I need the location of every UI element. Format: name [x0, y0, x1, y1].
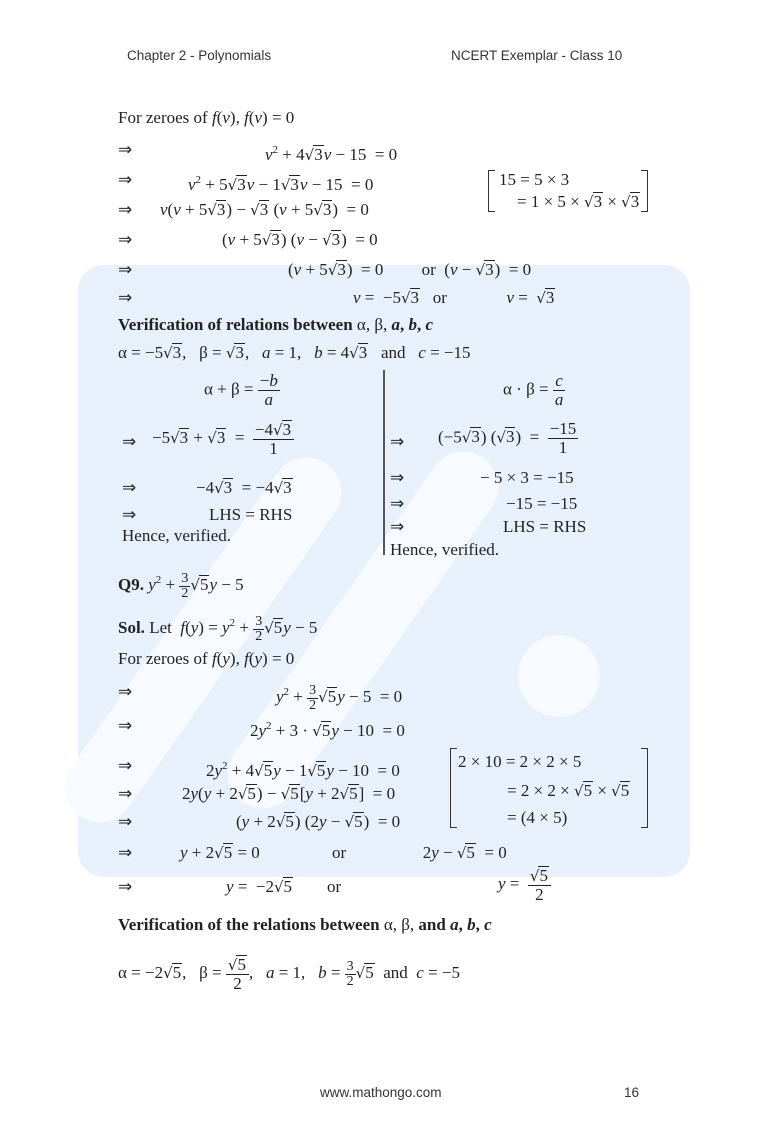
step-y-1: $y^2$ + $\frac{3}{2}$ √5y − 5 = 0 [276, 682, 403, 713]
implies-icon: ⇒ [118, 877, 133, 897]
step-y-7-root2: y = $\frac{√5}{2}$ [498, 866, 551, 904]
implies-icon: ⇒ [118, 812, 133, 832]
implies-icon: ⇒ [118, 230, 133, 250]
values-line-2: α = −2√5, β = $\frac{√5}{2}$ , a = 1, b = $\frac{3}{2}$ √5 and c = −5 [118, 955, 460, 993]
side-note-10-line-1: 2 × 10 = 2 × 2 × 5 [458, 752, 582, 771]
sum-verified: Hence, verified. [122, 526, 232, 545]
product-step-2: − 5 × 3 = −15 [480, 468, 574, 487]
step-y-2: $2y^2 + 3 \cdot √5y - 10 = 0$ [250, 720, 405, 740]
watermark-dot [518, 635, 600, 717]
footer-website: www.mathongo.com [320, 1085, 442, 1100]
side-note-15-line-2: = 1 × 5 × √3 × √3 [517, 192, 640, 211]
step-y-3: $2y^2 + 4√5y - 1√5y - 10 = 0$ [206, 760, 400, 780]
step-y-7: y = −2√5 or [226, 877, 342, 896]
zeroes-intro-v: For zeroes of f(v), f(v) = 0 [118, 108, 295, 127]
zeroes-intro-y: For zeroes of f(y), f(y) = 0 [118, 649, 295, 668]
product-step-3: −15 = −15 [506, 494, 578, 513]
product-step-4: LHS = RHS [503, 517, 587, 536]
implies-icon: ⇒ [390, 517, 405, 537]
step-v-3: v(v + 5√3) − √3 (v + 5√3) = 0 [160, 200, 369, 219]
header-chapter-title: Chapter 2 - Polynomials [127, 48, 272, 63]
page-number: 16 [624, 1085, 640, 1100]
step-v-2: $v^2 + 5√3v - 1√3v - 15 = 0$ [188, 174, 374, 194]
step-v-4: (v + 5√3) (v − √3) = 0 [222, 230, 378, 249]
sum-formula: α + β = $\frac{-b}{a}$ [204, 371, 278, 409]
product-step-1: (−5√3) (√3) = $\frac{-15}{1}$ [438, 419, 577, 457]
verification-heading-1: Verification of relations between α, β, a, b, c [118, 315, 434, 334]
solution-let: Sol. Let $f(y) = y^2$ + $\frac{3}{2}$ √5y − 5 [118, 613, 318, 644]
side-note-10-line-3: = (4 × 5) [507, 808, 568, 827]
step-y-4: 2y(y + 2√5) − √5[y + 2√5] = 0 [182, 784, 396, 803]
step-v-5: (v + 5√3) = 0 or (v − √3) = 0 [288, 260, 532, 279]
bracket-right [641, 170, 648, 212]
implies-icon: ⇒ [122, 478, 137, 498]
implies-icon: ⇒ [118, 843, 133, 863]
implies-icon: ⇒ [390, 494, 405, 514]
step-y-6: y + 2√5 = 0 or 2y − √5 = 0 [180, 843, 507, 862]
step-v-6: v = −5√3 or v = √3 [353, 288, 555, 307]
values-line-1: α = −5√3, β = √3, a = 1, b = 4√3 and c = −15 [118, 343, 471, 362]
product-verified: Hence, verified. [390, 540, 500, 559]
implies-icon: ⇒ [118, 170, 133, 190]
side-note-10-line-2: = 2 × 2 × √5 × √5 [507, 781, 630, 800]
step-y-5: (y + 2√5) (2y − √5) = 0 [236, 812, 401, 831]
implies-icon: ⇒ [118, 784, 133, 804]
bracket-right [641, 748, 648, 828]
implies-icon: ⇒ [122, 432, 137, 452]
implies-icon: ⇒ [118, 716, 133, 736]
implies-icon: ⇒ [118, 200, 133, 220]
implies-icon: ⇒ [122, 505, 137, 525]
header-book-title: NCERT Exemplar - Class 10 [451, 48, 623, 63]
implies-icon: ⇒ [118, 288, 133, 308]
side-note-15-line-1: 15 = 5 × 3 [499, 170, 570, 189]
bracket-left [450, 748, 457, 828]
implies-icon: ⇒ [390, 432, 405, 452]
product-formula: α · β = $\frac{c}{a}$ [503, 371, 564, 409]
sum-step-3: LHS = RHS [209, 505, 293, 524]
column-divider [383, 370, 385, 555]
question-9: Q9. $y^2$ + $\frac{3}{2}$ √5y − 5 [118, 570, 244, 601]
implies-icon: ⇒ [118, 140, 133, 160]
sum-step-2: −4√3 = −4√3 [196, 478, 292, 497]
implies-icon: ⇒ [390, 468, 405, 488]
implies-icon: ⇒ [118, 682, 133, 702]
verification-heading-2: Verification of the relations between α, β, and a, b, c [118, 915, 492, 934]
sum-step-1: −5√3 + √3 = $\frac{-4√3}{1}$ [152, 420, 294, 458]
implies-icon: ⇒ [118, 260, 133, 280]
step-v-1: $v^2 + 4√3v - 15 = 0$ [265, 144, 398, 164]
implies-icon: ⇒ [118, 756, 133, 776]
bracket-left [488, 170, 495, 212]
